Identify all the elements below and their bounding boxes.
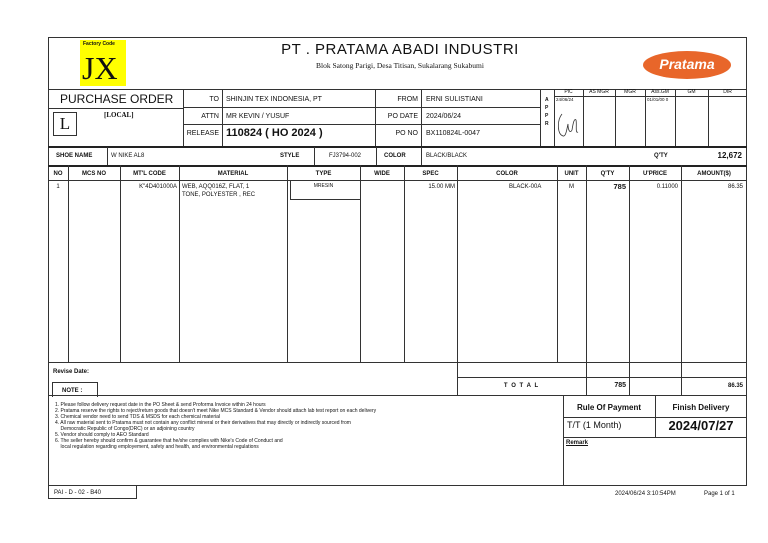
factory-code-value: JX (82, 50, 118, 86)
approval-col-ass-gm: Ass.GM (651, 89, 669, 95)
total-label: T O T A L (503, 383, 540, 389)
row-material-line2: TONE, POLYESTER , REC (182, 192, 256, 198)
row-type: MRESIN (313, 183, 334, 189)
factory-code-label: Factory Code (83, 41, 115, 47)
row-amount: 86.35 (727, 184, 743, 190)
row-no: 1 (56, 184, 60, 190)
to-value: SHINJIN TEX INDONESIA, PT (226, 96, 322, 103)
approval-col-mgr: MGR (624, 89, 636, 95)
total-qty: 785 (614, 382, 626, 389)
style-label: STYLE (280, 153, 300, 159)
col-header-spec: SPEC (422, 171, 439, 177)
shoe-qty-label: Q'TY (654, 153, 668, 159)
company-address: Blok Satong Parigi, Desa Titisan, Sukalarang Sukabumi (316, 61, 484, 70)
shoe-name-value: W NIKE AL8 (111, 153, 145, 159)
col-header-qty: Q'TY (600, 171, 615, 177)
total-amount: 86.35 (727, 383, 743, 389)
note-line-7: 6. The seller hereby should confirm & guarantee that he/she complies with Nike's Code of Conduct and (55, 438, 283, 444)
col-header-mcs-no: MCS NO (82, 171, 106, 177)
approval-col-pic: PIC (564, 89, 573, 95)
shoe-qty-value: 12,672 (717, 151, 742, 160)
color-value: BLACK/BLACK (426, 153, 468, 159)
approval-col-dir: DIR (723, 89, 732, 95)
company-name: PT . PRATAMA ABADI INDUSTRI (281, 41, 519, 58)
col-header-color: COLOR (496, 171, 518, 177)
note-line-6: 5. Vendor should comply to AEO Standard (55, 432, 149, 438)
release-label: RELEASE (186, 130, 219, 137)
po-title: PURCHASE ORDER (60, 92, 174, 106)
payment-label: Rule Of Payment (576, 403, 641, 412)
pic-signature (556, 110, 582, 140)
row-spec: 15.00 MM (428, 184, 455, 190)
col-header-type: TYPE (315, 171, 332, 177)
pratama-logo-text: Pratama (659, 56, 715, 72)
col-header-amount: AMOUNT($) (697, 171, 731, 177)
attn-value: MR KEVIN / YUSUF (226, 113, 290, 120)
delivery-value: 2024/07/27 (668, 418, 734, 433)
col-header-wide: WIDE (374, 171, 390, 177)
approval-letter-r: R (545, 121, 549, 127)
note-line-8: local regulation regarding employement, safety and health, and environmental regulations (55, 444, 259, 450)
row-mtl-code: K"4D401000A (139, 184, 177, 190)
col-header-mtl-code: MT'L CODE (133, 171, 166, 177)
row-uprice: 0.11000 (656, 184, 678, 190)
from-value: ERNI SULISTIANI (426, 96, 483, 103)
row-qty: 785 (613, 182, 626, 191)
attn-label: ATTN (201, 113, 219, 120)
to-label: TO (209, 96, 219, 103)
approval-letter-p1: P (545, 105, 549, 111)
revise-date-label: Revise Date: (53, 369, 90, 375)
podate-label: PO DATE (387, 113, 418, 120)
approval-col-gm: GM (687, 89, 696, 95)
note-line-1: 1. Please follow delivery request date in the PO Sheet & send Proforma Invoice within 24 hours (55, 402, 266, 408)
approval-col-as-mgr: AS MGR (589, 89, 609, 95)
pono-label: PO NO (395, 130, 418, 137)
row-material-line1: WEB, AQQ016Z, FLAT, 1 (182, 184, 250, 190)
approval-pic-date: 24/06/24 (556, 97, 574, 102)
approval-letter-p2: P (545, 113, 549, 119)
note-label: NOTE : (62, 388, 83, 394)
shoe-name-label: SHOE NAME (56, 153, 93, 159)
payment-value: T/T (1 Month) (567, 420, 622, 430)
note-line-5: Democratic Republic of Congo(DRC) or an adjoining country (55, 426, 195, 432)
col-header-unit: UNIT (564, 171, 579, 177)
row-color: BLACK-00A (509, 184, 542, 190)
print-timestamp: 2024/06/24 3:10:54PM (615, 491, 676, 497)
delivery-label: Finish Delivery (672, 403, 730, 412)
release-value: 110824 ( HO 2024 ) (226, 127, 323, 139)
note-line-2: 2. Pratama reserve the rights to reject/return goods that doesn't meet Nike MCS Standard & Vendor should attach lab test report on each delivery (55, 408, 377, 414)
row-unit: M (569, 184, 574, 190)
remark-label: Remark (566, 440, 589, 446)
col-header-no: NO (53, 171, 63, 177)
col-header-material: MATERIAL (217, 171, 249, 177)
pono-value: BX110824L-0047 (426, 130, 480, 137)
podate-value: 2024/06/24 (426, 113, 462, 120)
po-scope: [LOCAL] (104, 111, 134, 119)
note-line-3: 3. Chemical vendor need to send TDS & MSDS for each chemical material (55, 414, 220, 420)
from-label: FROM (397, 96, 418, 103)
approval-letter-a: A (545, 97, 549, 103)
po-type-letter: L (59, 114, 71, 133)
approval-ass-gm-value: 01/01/00 0 (647, 97, 669, 102)
color-label: COLOR (384, 153, 406, 159)
doc-code: PAI - D - 02 - B40 (54, 490, 101, 496)
page-number: Page 1 of 1 (704, 491, 735, 497)
style-value: FJ3794-002 (328, 153, 362, 159)
col-header-uprice: U'PRICE (642, 171, 668, 177)
note-line-4: 4. All raw material sent to Pratama must not contain any conflict mineral or their derivatives that may directly or indirectly sourced from (55, 420, 351, 426)
